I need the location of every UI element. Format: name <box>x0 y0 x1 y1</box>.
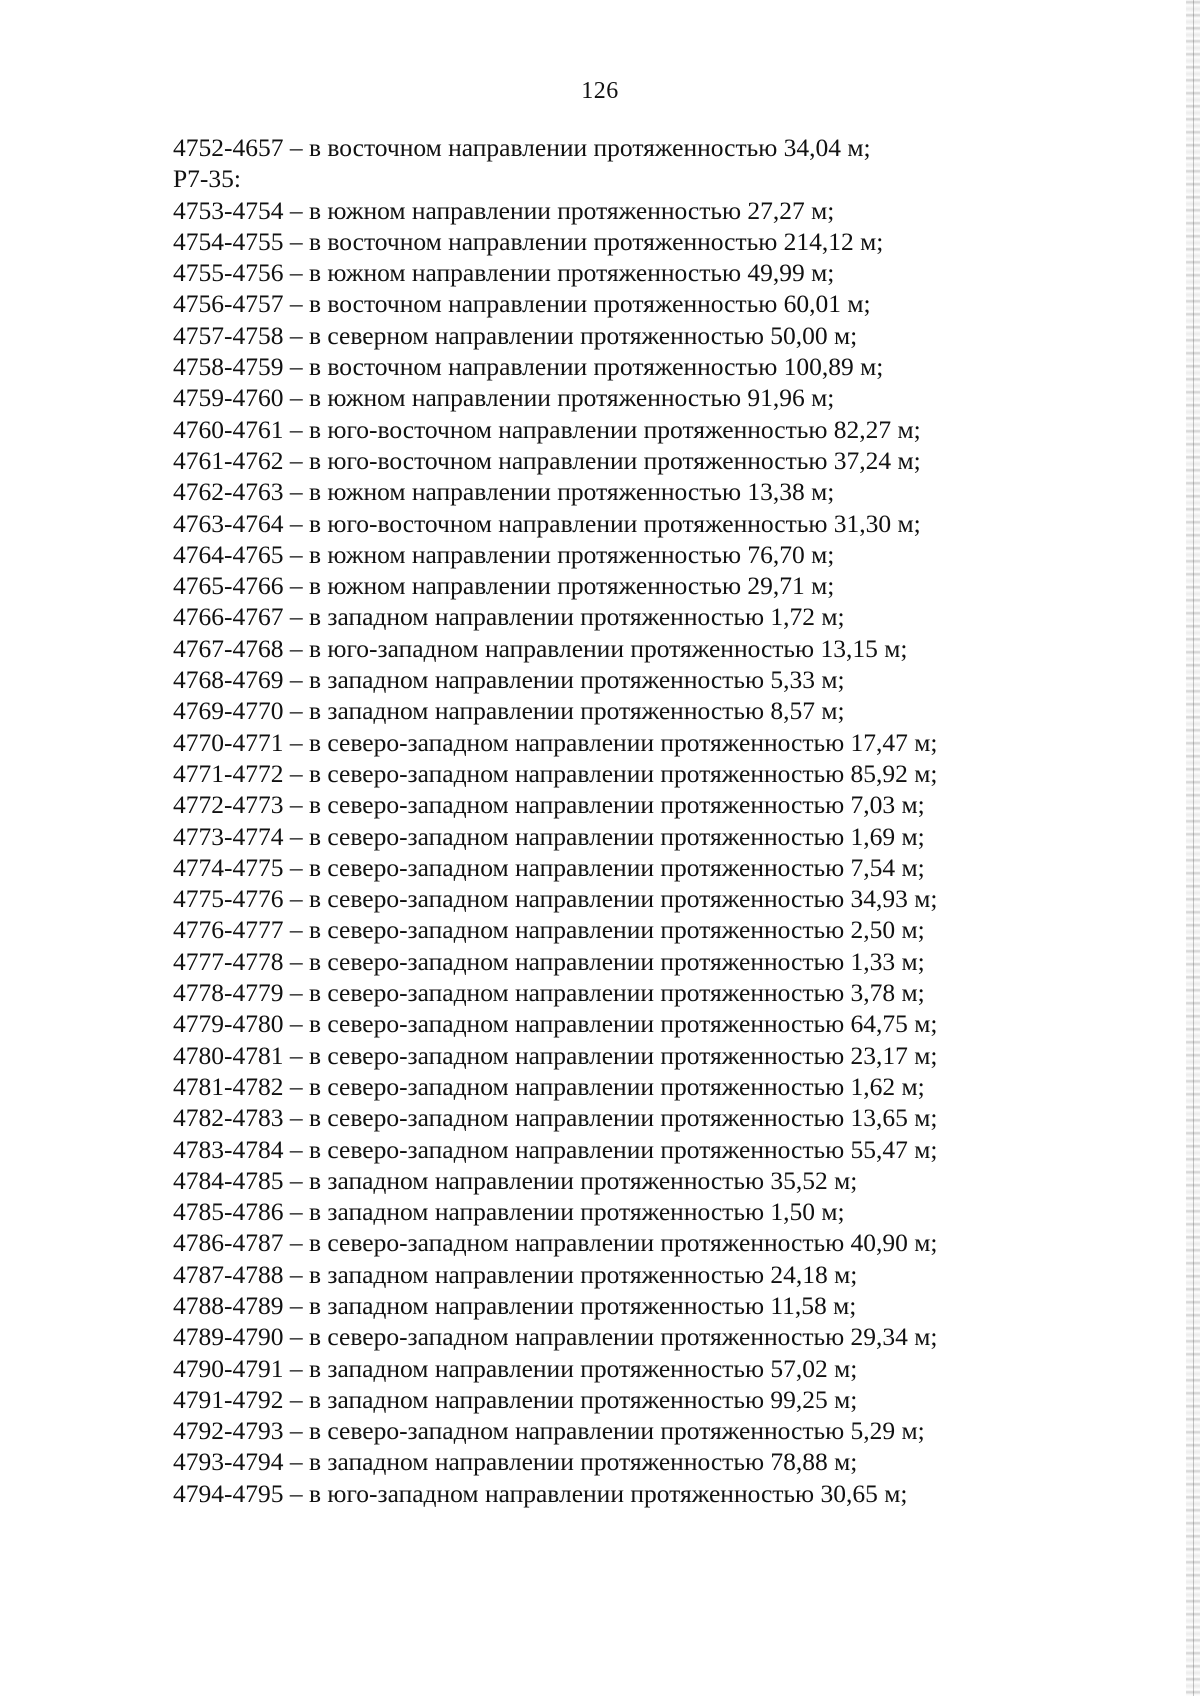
text-line: 4769-4770 – в западном направлении протяженностью 8,57 м; <box>173 696 845 726</box>
text-line: 4752-4657 – в восточном направлении протяженностью 34,04 м; <box>173 133 871 162</box>
text-line: 4756-4757 – в восточном направлении протяженностью 60,01 м; <box>173 289 871 319</box>
text-line: 4784-4785 – в западном направлении протяженностью 35,52 м; <box>173 1165 858 1195</box>
text-line: 4778-4779 – в северо-западном направлении протяженностью 3,78 м; <box>173 978 925 1008</box>
text-line: 4770-4771 – в северо-западном направлении протяженностью 17,47 м; <box>173 727 938 757</box>
text-line: 4765-4766 – в южном направлении протяженностью 29,71 м; <box>173 571 835 601</box>
text-line: 4772-4773 – в северо-западном направлении протяженностью 7,03 м; <box>173 790 925 820</box>
text-line: 4754-4755 – в восточном направлении протяженностью 214,12 м; <box>173 226 884 256</box>
text-line: 4787-4788 – в западном направлении протяженностью 24,18 м; <box>173 1259 858 1289</box>
text-line: 4774-4775 – в северо-западном направлении протяженностью 7,54 м; <box>173 852 925 882</box>
page-number: 126 <box>581 78 619 104</box>
text-line: 4759-4760 – в южном направлении протяженностью 91,96 м; <box>173 383 835 413</box>
text-line: 4760-4761 – в юго-восточном направлении протяженностью 82,27 м; <box>173 414 921 444</box>
boundary-description-list <box>173 132 1073 1509</box>
text-line: 4757-4758 – в северном направлении протяженностью 50,00 м; <box>173 320 858 350</box>
text-line: 4776-4777 – в северо-западном направлении протяженностью 2,50 м; <box>173 915 925 945</box>
text-line: 4788-4789 – в западном направлении протяженностью 11,58 м; <box>173 1290 857 1320</box>
text-line: 4785-4786 – в западном направлении протяженностью 1,50 м; <box>173 1197 845 1227</box>
text-line: 4768-4769 – в западном направлении протяженностью 5,33 м; <box>173 665 845 695</box>
text-line: 4782-4783 – в северо-западном направлении протяженностью 13,65 м; <box>173 1103 938 1133</box>
text-line: 4771-4772 – в северо-западном направлении протяженностью 85,92 м; <box>173 758 938 788</box>
text-line: 4791-4792 – в западном направлении протяженностью 99,25 м; <box>173 1384 858 1414</box>
text-line: 4794-4795 – в юго-западном направлении протяженностью 30,65 м; <box>173 1478 908 1508</box>
text-line: 4781-4782 – в северо-западном направлении протяженностью 1,62 м; <box>173 1071 925 1101</box>
text-line: 4767-4768 – в юго-западном направлении протяженностью 13,15 м; <box>173 633 908 663</box>
text-line: 4755-4756 – в южном направлении протяженностью 49,99 м; <box>173 258 835 288</box>
text-line: 4780-4781 – в северо-западном направлении протяженностью 23,17 м; <box>173 1040 938 1070</box>
text-line: 4761-4762 – в юго-восточном направлении протяженностью 37,24 м; <box>173 445 921 475</box>
text-line: 4786-4787 – в северо-западном направлении протяженностью 40,90 м; <box>173 1228 938 1258</box>
text-line: 4783-4784 – в северо-западном направлении протяженностью 55,47 м; <box>173 1134 938 1164</box>
text-line: 4775-4776 – в северо-западном направлении протяженностью 34,93 м; <box>173 884 938 914</box>
scan-edge-line <box>1193 0 1194 1696</box>
text-line: 4753-4754 – в южном направлении протяженностью 27,27 м; <box>173 195 835 225</box>
text-line: 4758-4759 – в восточном направлении протяженностью 100,89 м; <box>173 352 884 382</box>
text-line: 4766-4767 – в западном направлении протяженностью 1,72 м; <box>173 602 845 632</box>
text-line: 4792-4793 – в северо-западном направлении протяженностью 5,29 м; <box>173 1416 925 1446</box>
text-line: 4764-4765 – в южном направлении протяженностью 76,70 м; <box>173 539 835 569</box>
text-line: 4763-4764 – в юго-восточном направлении протяженностью 31,30 м; <box>173 508 921 538</box>
text-line: 4773-4774 – в северо-западном направлении протяженностью 1,69 м; <box>173 821 925 851</box>
text-line: 4789-4790 – в северо-западном направлении протяженностью 29,34 м; <box>173 1322 938 1352</box>
text-line: 4777-4778 – в северо-западном направлении протяженностью 1,33 м; <box>173 946 925 976</box>
section-heading: Р7-35: <box>173 164 242 194</box>
text-line: 4793-4794 – в западном направлении протяженностью 78,88 м; <box>173 1447 858 1477</box>
text-line: 4779-4780 – в северо-западном направлении протяженностью 64,75 м; <box>173 1009 938 1039</box>
text-line: 4790-4791 – в западном направлении протяженностью 57,02 м; <box>173 1353 858 1383</box>
text-line: 4762-4763 – в южном направлении протяженностью 13,38 м; <box>173 477 835 507</box>
